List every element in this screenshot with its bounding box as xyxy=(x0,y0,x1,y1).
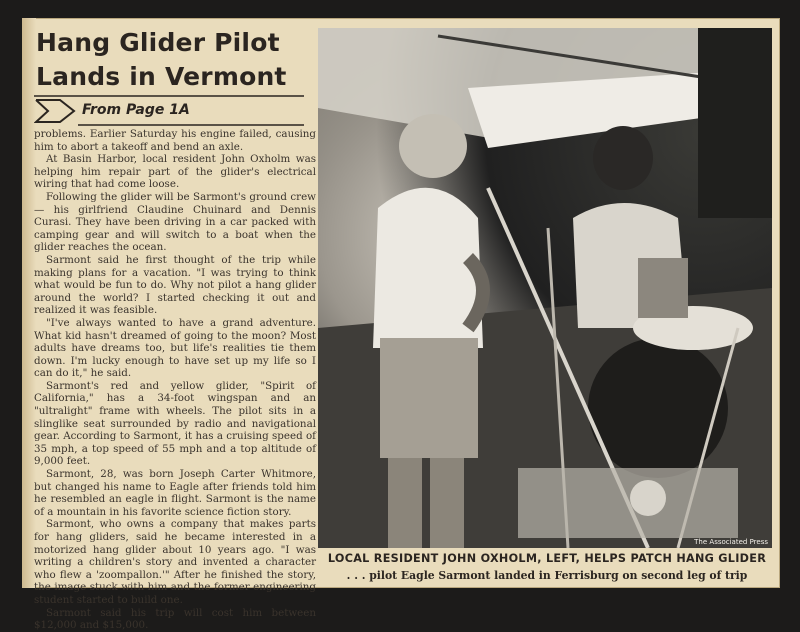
news-photo xyxy=(318,28,772,548)
article-paragraph: Sarmont, who owns a company that makes parts for hang gliders, said he became interested in a motorized hang glider about 10 years ago. "I was writing a children's story and invented a character who flew a 'zoompallon.'" After he finished the story, the image stuck with him and the former engineering student started to build one. xyxy=(34,518,316,606)
headline-line-1: Hang Glider Pilot xyxy=(36,28,280,57)
article-paragraph: Sarmont's red and yellow glider, "Spirit of California," has a 34-foot wingspan and an "ultralight" frame with wheels. The pilot sits in a slinglike seat surrounded by radio and navigational gear. According to Sarmont, it has a cruising speed of 35 mph, a top speed of 55 mph and a top altitude of 9,000 feet. xyxy=(34,379,316,468)
headline-line-2: Lands in Vermont xyxy=(36,62,287,91)
photo-illustration xyxy=(318,28,772,548)
article-paragraph: At Basin Harbor, local resident John Oxholm was helping him repair part of the glider's electrical wiring that had come loose. xyxy=(34,153,316,191)
article-paragraph: Sarmont said he first thought of the trip while making plans for a vacation. "I was trying to think what would be fun to do. Why not pilot a hang glider around the world? I started checking it out and realized it was feasible. xyxy=(34,253,316,317)
article-paragraph: problems. Earlier Saturday his engine failed, causing him to abort a takeoff and bend an axle. xyxy=(34,128,316,153)
photo-caption: LOCAL RESIDENT JOHN OXHOLM, LEFT, HELPS PATCH HANG GLIDER xyxy=(327,552,767,565)
headline xyxy=(36,26,304,94)
newspaper-clipping xyxy=(22,18,780,632)
article-paragraph: Sarmont said his trip will cost him between $12,000 and $15,000. xyxy=(34,606,316,632)
article-paragraph: "I've always wanted to have a grand adventure. What kid hasn't dreamed of going to the moon? Most adults have dreams too, but life's realities tie them down. I'm lucky enough to have set up my life so I can do it," he said. xyxy=(34,316,316,380)
article-paragraph: Following the glider will be Sarmont's ground crew — his girlfriend Claudine Chuinard and Dennis Curasi. They have been driving in a car packed with camping gear and will switch to a boat when the glider reaches the ocean. xyxy=(34,190,316,254)
jump-label: From Page 1A xyxy=(82,102,190,118)
article-body xyxy=(34,128,316,632)
photo-credit: The Associated Press xyxy=(694,538,768,546)
jump-line xyxy=(34,94,314,130)
photo-subcaption: . . . pilot Eagle Sarmont landed in Ferrisburg on second leg of trip xyxy=(346,569,748,582)
article-paragraph: Sarmont, 28, was born Joseph Carter Whitmore, but changed his name to Eagle after friends told him he resembled an eagle in flight. Sarmont is the name of a mountain in his favorite science fiction story. xyxy=(34,468,316,518)
